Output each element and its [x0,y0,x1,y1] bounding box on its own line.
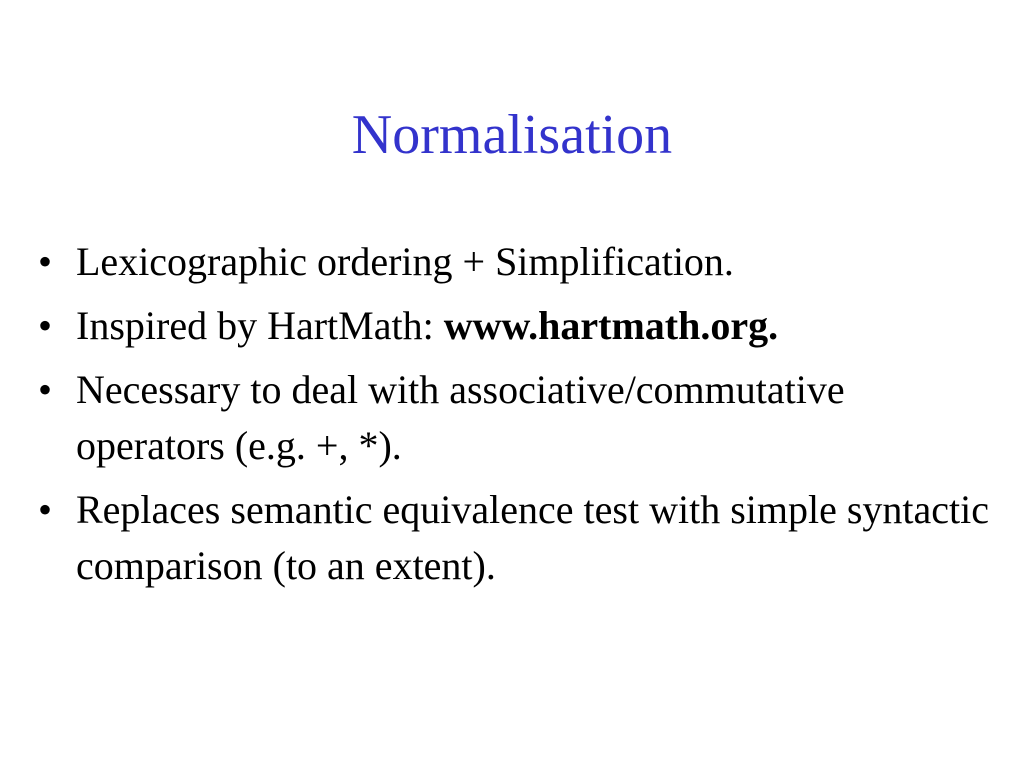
bullet-item-lexicographic [30,234,990,290]
bullet-glyph: • [37,303,52,348]
bullet-list [30,234,990,602]
hartmath-url: www.hartmath.org. [443,303,779,348]
bullet-glyph: • [37,487,52,532]
bullet-item-hartmath [30,298,990,354]
slide-title: Normalisation [351,104,673,166]
bullet-text: Replaces semantic equivalence test with simple syntactic comparison (to an extent). [76,487,990,588]
bullet-item-semantic [30,482,990,594]
bullet-glyph: • [37,239,52,284]
bullet-text: Necessary to deal with associative/commutative operators (e.g. +, *). [76,367,845,468]
bullet-item-associative [30,362,990,474]
bullet-text: Lexicographic ordering + Simplification. [76,239,734,284]
bullet-glyph: • [37,367,52,412]
bullet-text: Inspired by HartMath: [76,303,444,348]
